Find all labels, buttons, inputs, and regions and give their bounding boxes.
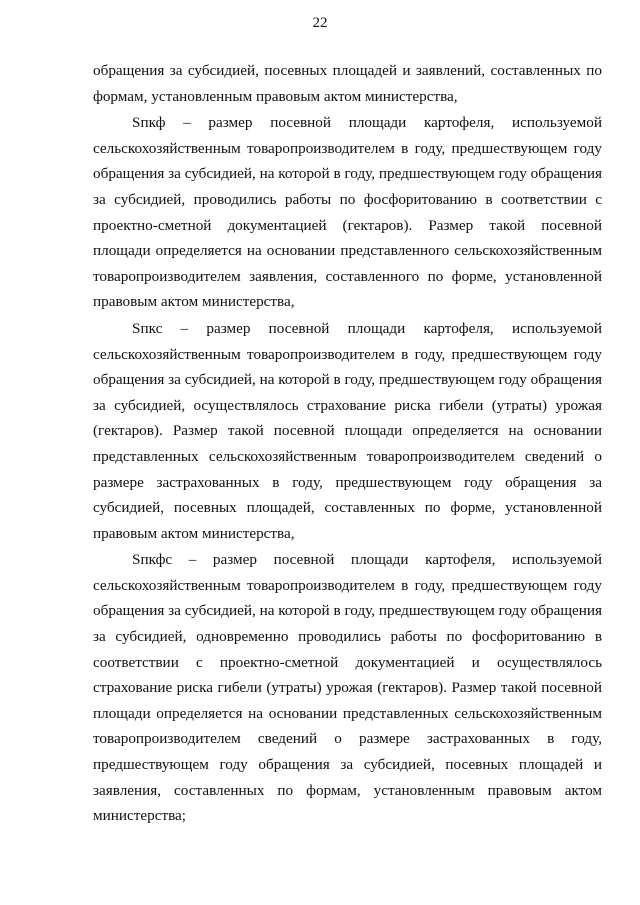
paragraph-spkc-definition: Sпкс – размер посевной площади картофеля, используемой сельскохозяйственным товаропроизводителем в году, предшествующем году обращения за субсидией, на которой в году, предшествующем году обращения за субсидией, осуществлялось страхование риска гибели (утраты) урожая (гектаров). Размер такой посевной площади определяется на основании представленных сельскохозяйственным товаропроизводителем сведений о размере застрахованных в году, предшествующем году обращения за субсидией, посевных площадей, составленных по форме, установленной правовым актом министерства, (93, 319, 602, 542)
page-body (93, 58, 602, 829)
paragraph-continuation: обращения за субсидией, посевных площадей и заявлений, составленных по формам, установленным правовым актом министерства, (93, 62, 602, 105)
paragraph-spkfs-definition: Sпкфс – размер посевной площади картофеля, используемой сельскохозяйственным товаропроизводителем в году, предшествующем году обращения за субсидией, на которой в году, предшествующем году обращения за субсидией, одновременно проводились работы по фосфоритованию в соответствии с проектно-сметной документацией и осуществлялось страхование риска гибели (утраты) урожая (гектаров). Размер такой посевной площади определяется на основании представленных сельскохозяйственным товаропроизводителем сведений о размере застрахованных в году, предшествующем году обращения за субсидией, посевных площадей и заявления, составленных по формам, установленным правовым актом министерства; (93, 551, 602, 825)
page-number: 22 (312, 15, 328, 31)
paragraph-spkf-definition: Sпкф – размер посевной площади картофеля, используемой сельскохозяйственным товаропроизводителем в году, предшествующем году обращения за субсидией, на которой в году, предшествующем году обращения за субсидией, проводились работы по фосфоритованию в соответствии с проектно-сметной документацией (гектаров). Размер такой посевной площади определяется на основании представленного сельскохозяйственным товаропроизводителем заявления, составленного по форме, установленной правовым актом министерства, (93, 114, 602, 311)
